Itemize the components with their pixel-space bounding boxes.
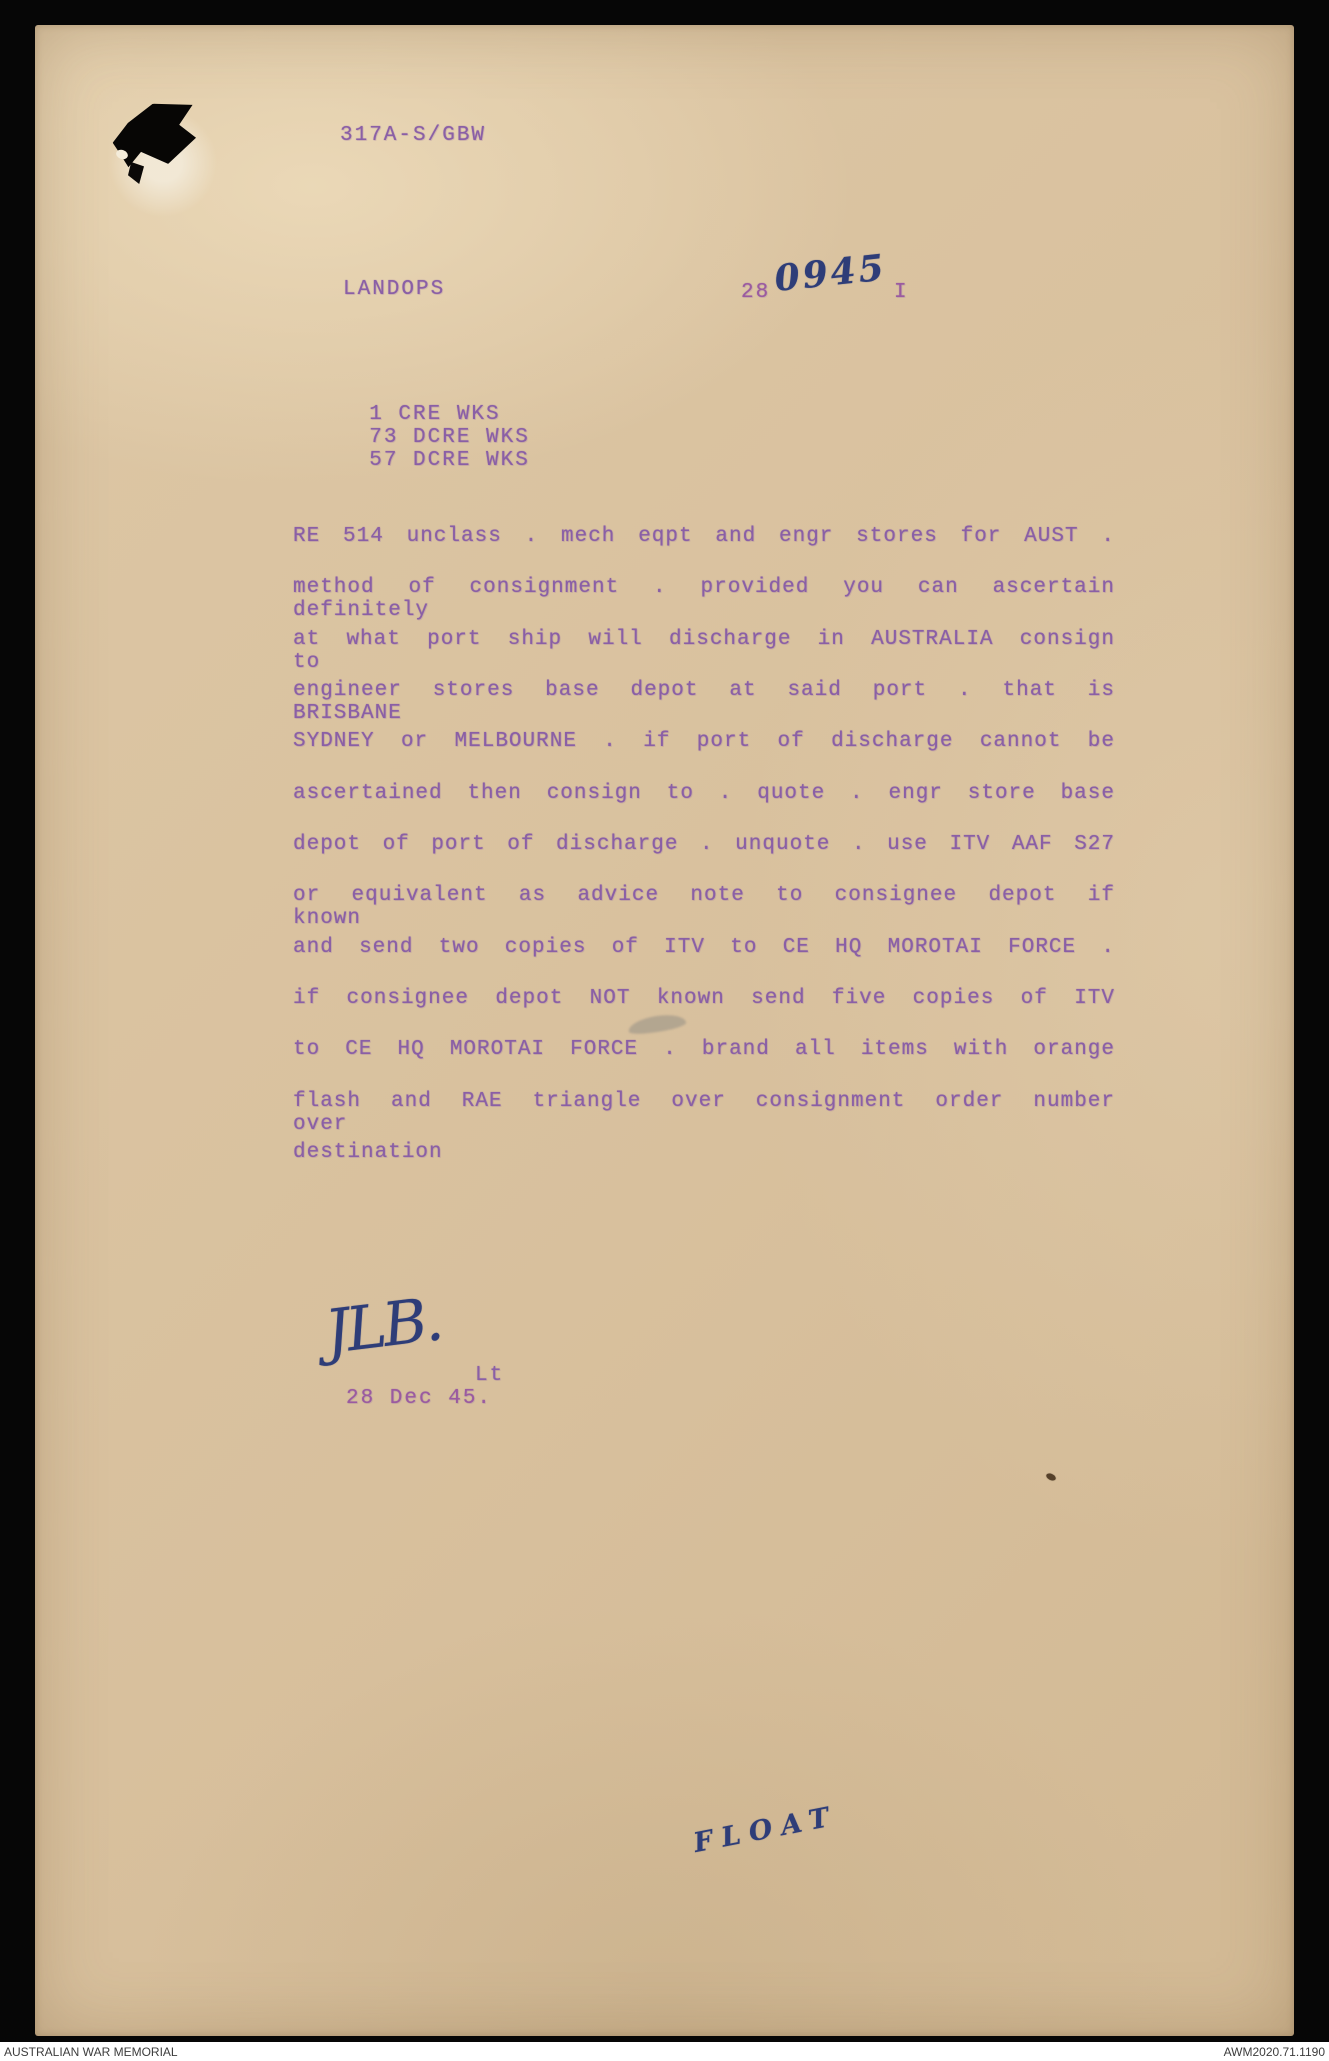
distribution-unit-2: 73 DCRE WKS: [369, 426, 530, 449]
body-line-10: if consignee depot NOT known send five copies of ITV: [293, 987, 1115, 1010]
signature-initials: JLB.: [321, 1284, 445, 1368]
addressee: LANDOPS: [343, 278, 446, 301]
body-line-12: flash and RAE triangle over consignment order number over: [293, 1090, 1115, 1136]
body-line-9: and send two copies of ITV to CE HQ MOROTAI FORCE .: [293, 936, 1115, 959]
signature-date: 28 Dec 45.: [346, 1387, 493, 1410]
body-line-2: method of consignment . provided you can ascertain definitely: [293, 576, 1115, 622]
body-line-3: at what port ship will discharge in AUSTRALIA consign to: [293, 628, 1115, 674]
distribution-line: [340, 380, 572, 472]
archive-institution: AUSTRALIAN WAR MEMORIAL: [4, 2044, 178, 2059]
date-day-typed: 28: [741, 281, 771, 304]
handwritten-annotation: FLOAT: [691, 1800, 841, 1859]
body-line-11: to CE HQ MOROTAI FORCE . brand all items with orange: [293, 1038, 1115, 1061]
reference-number: 317A-S/GBW: [340, 124, 487, 147]
body-line-4: engineer stores base depot at said port . that is BRISBANE: [293, 679, 1115, 725]
date-suffix-typed: I: [894, 281, 909, 304]
archive-footer: [0, 2042, 1329, 2061]
archive-accession-number: AWM2020.71.1190: [1223, 2044, 1325, 2059]
body-line-1: RE 514 unclass . mech eqpt and engr stores for AUST .: [293, 525, 1115, 548]
signature-rank: Lt: [475, 1364, 505, 1387]
distribution-unit-3: 57 DCRE WKS: [369, 449, 530, 472]
body-line-8: or equivalent as advice note to consignee depot if known: [293, 884, 1115, 930]
handwritten-time: 0945: [772, 246, 889, 300]
body-line-7: depot of port of discharge . unquote . use ITV AAF S27: [293, 833, 1115, 856]
body-line-5: SYDNEY or MELBOURNE . if port of discharge cannot be: [293, 730, 1115, 753]
body-line-13: destination: [293, 1141, 443, 1164]
distribution-unit-1: 1 CRE WKS: [369, 403, 501, 426]
body-line-6: ascertained then consign to . quote . engr store base: [293, 782, 1115, 805]
